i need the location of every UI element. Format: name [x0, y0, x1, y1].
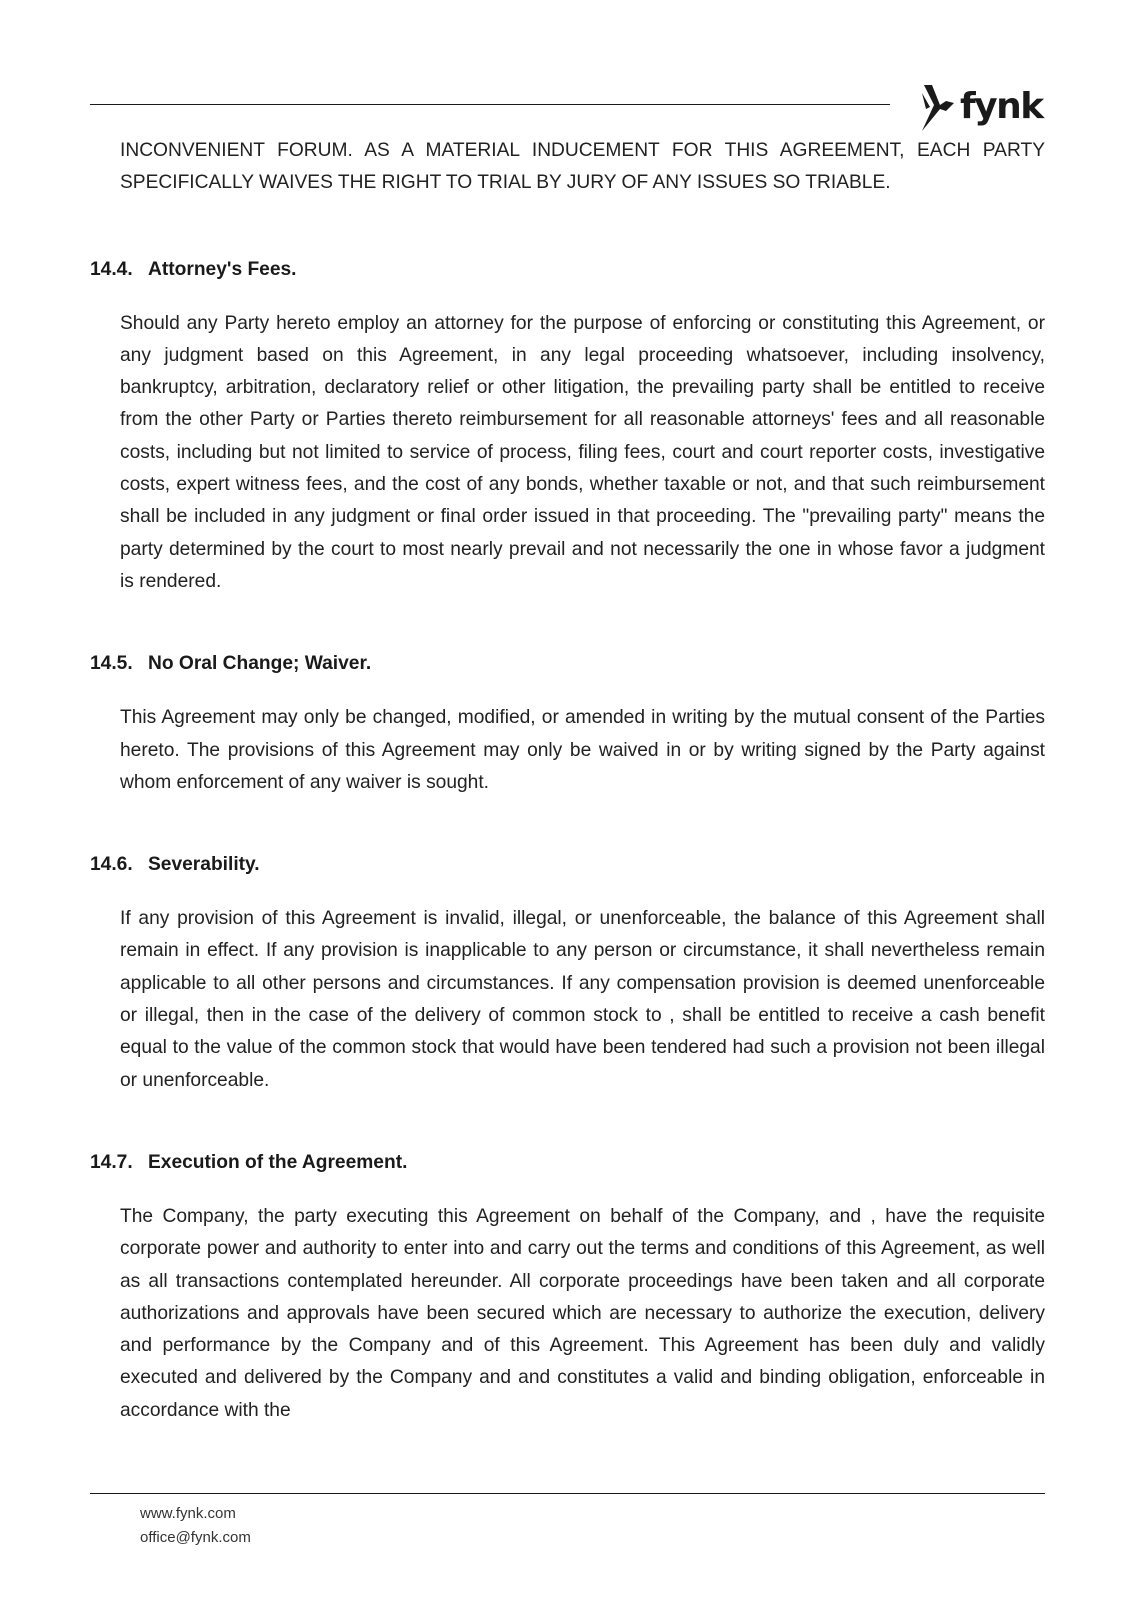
header-divider	[90, 104, 890, 105]
section-number: 14.4.	[90, 258, 133, 280]
footer-email-link[interactable]: office@fynk.com	[140, 1529, 251, 1546]
section-number: 14.7.	[90, 1151, 133, 1173]
section-title: Attorney's Fees.	[148, 258, 297, 280]
footer	[140, 1502, 251, 1550]
section-body: Should any Party hereto employ an attorney for the purpose of enforcing or constituting this Agreement, or any judgment based on this Agreement, in any legal proceeding whatsoever, including insolvency, bankruptcy, arbitration, declaratory relief or other litigation, the prevailing party shall be entitled to receive from the other Party or Parties thereto reimbursement for all reasonable attorneys' fees and all reasonable costs, including but not limited to service of process, filing fees, court and court reporter costs, investigative costs, expert witness fees, and the cost of any bonds, whether taxable or not, and that such reimbursement shall be included in any judgment or final order issued in that proceeding. The "prevailing party" means the party determined by the court to most nearly prevail and not necessarily the one in whose favor a judgment is rendered.	[120, 312, 1045, 592]
document-body	[90, 135, 1045, 1477]
fynk-bird-icon	[918, 81, 958, 133]
section-heading	[90, 1147, 1045, 1179]
section-14-4	[90, 254, 1045, 599]
section-heading	[90, 254, 1045, 286]
section-number: 14.6.	[90, 854, 133, 876]
section-number: 14.5.	[90, 653, 133, 675]
section-14-7	[90, 1147, 1045, 1427]
section-body: The Company, the party executing this Agreement on behalf of the Company, and , have the requisite corporate power and authority to enter into and carry out the terms and conditions of this Agreement, as well as all transactions contemplated hereunder. All corporate proceedings have been taken and all corporate authorizations and approvals have been secured which are necessary to authorize the execution, delivery and performance by the Company and of this Agreement. This Agreement has been duly and validly executed and delivered by the Company and and constitutes a valid and binding obligation, enforceable in accordance with the	[120, 1205, 1045, 1421]
fynk-logo	[918, 80, 1048, 134]
footer-website-link[interactable]: www.fynk.com	[140, 1505, 236, 1522]
section-body: If any provision of this Agreement is invalid, illegal, or unenforceable, the balance of this Agreement shall remain in effect. If any provision is inapplicable to any person or circumstance, it shall nevertheless remain applicable to all other persons and circumstances. If any compensation provision is deemed unenforceable or illegal, then in the case of the delivery of common stock to , shall be entitled to receive a cash benefit equal to the value of the common stock that would have been tendered had such a provision not been illegal or unenforceable.	[120, 908, 1045, 1091]
section-heading	[90, 849, 1045, 881]
intro-paragraph: INCONVENIENT FORUM. AS A MATERIAL INDUCEMENT FOR THIS AGREEMENT, EACH PARTY SPECIFICALLY WAIVES THE RIGHT TO TRIAL BY JURY OF ANY ISSUES SO TRIABLE.	[120, 140, 1045, 194]
section-14-5	[90, 648, 1045, 799]
section-title: Severability.	[148, 854, 260, 876]
footer-divider	[90, 1493, 1045, 1494]
section-14-6	[90, 849, 1045, 1097]
logo-wordmark: fynk	[960, 86, 1043, 127]
section-title: No Oral Change; Waiver.	[148, 653, 372, 675]
section-heading	[90, 648, 1045, 680]
section-title: Execution of the Agreement.	[148, 1151, 408, 1173]
section-body: This Agreement may only be changed, modified, or amended in writing by the mutual consent of the Parties hereto. The provisions of this Agreement may only be waived in or by writing signed by the Party against whom enforcement of any waiver is sought.	[120, 707, 1045, 793]
